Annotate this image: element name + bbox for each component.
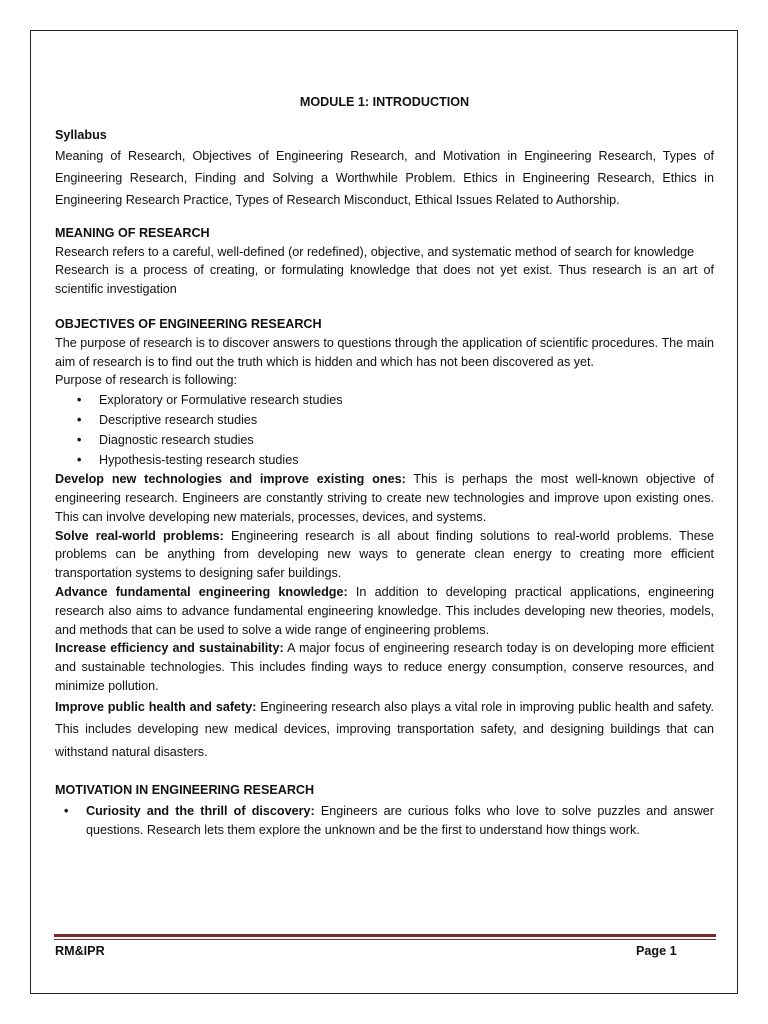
objective-text: Engineering research also plays a vital role in improving public health and safety. This includes developing new medical devices, improving transportation safety, and designing buildings that can withstand natural disasters.	[55, 699, 714, 759]
footer-rule	[54, 934, 716, 937]
objective-item	[55, 696, 714, 763]
objectives-heading: OBJECTIVES OF ENGINEERING RESEARCH	[55, 317, 322, 331]
objective-label: Advance fundamental engineering knowledge:	[55, 584, 348, 599]
syllabus-body: Meaning of Research, Objectives of Engineering Research, and Motivation in Engineering Research, Types of Engineering Research, Finding and Solving a Worthwhile Problem. Ethics in Engineering Research, Ethics in Engineering Research Practice, Types of Research Misconduct, Ethical Issues Related to Authorship.	[55, 148, 714, 208]
objective-label: Improve public health and safety:	[55, 699, 257, 714]
objective-item	[55, 583, 714, 639]
footer-page-number: Page 1	[636, 944, 677, 958]
objective-label: Increase efficiency and sustainability:	[55, 641, 284, 656]
objective-item	[55, 527, 714, 583]
objective-text: A major focus of engineering research today is on developing more efficient and sustainable technologies. This includes finding ways to reduce energy consumption, conserve resources, and minimize pollution.	[55, 641, 714, 693]
list-item	[86, 802, 714, 840]
motivation-label: Curiosity and the thrill of discovery:	[86, 803, 315, 818]
objective-text: Engineering research is all about finding solutions to real-world problems. These problems can be anything from developing new ways to generate clean energy to creating more efficient transportation systems to designing safer buildings.	[55, 528, 714, 581]
list-item: • Hypothesis-testing research studies	[99, 450, 714, 470]
motivation-list	[55, 802, 714, 840]
objective-label: Develop new technologies and improve existing ones:	[55, 472, 406, 487]
purpose-line: Purpose of research is following:	[55, 373, 238, 388]
objective-text: This is perhaps the most well-known objective of engineering research. Engineers are constantly striving to create new technologies and improve upon existing ones. This can involve developing new materials, processes, devices, and systems.	[55, 472, 714, 524]
objective-item	[55, 639, 714, 695]
motivation-heading: MOTIVATION IN ENGINEERING RESEARCH	[55, 782, 315, 797]
syllabus-heading: Syllabus	[55, 127, 107, 142]
document-content	[55, 93, 714, 839]
motivation-text: Engineers are curious folks who love to solve puzzles and answer questions. Research lets them explore the unknown and be the first to understand how things work.	[86, 803, 714, 837]
list-item: • Diagnostic research studies	[99, 430, 714, 450]
list-item: • Exploratory or Formulative research studies	[99, 390, 714, 410]
meaning-paragraph-1: Research refers to a careful, well-defined (or redefined), objective, and systematic method of search for knowledge	[55, 244, 695, 259]
objective-text: In addition to developing practical applications, engineering research also aims to advance fundamental engineering knowledge. This includes developing new theories, models, and methods that can be used to solve a wide range of engineering problems.	[55, 584, 715, 637]
objectives-intro: The purpose of research is to discover answers to questions through the application of scientific procedures. The main aim of research is to find out the truth which is hidden and which has not been discovered as yet.	[55, 335, 714, 369]
meaning-paragraph-2: Research is a process of creating, or formulating knowledge that does not yet exist. Thus research is an art of scientific investigation	[55, 263, 714, 297]
list-item: • Descriptive research studies	[99, 410, 714, 430]
objective-item	[55, 470, 714, 526]
module-title: MODULE 1: INTRODUCTION	[299, 95, 470, 109]
footer-rule-thin	[54, 939, 716, 940]
footer-course-code: RM&IPR	[55, 944, 105, 958]
meaning-heading: MEANING OF RESEARCH	[55, 225, 210, 240]
objective-label: Solve real-world problems:	[55, 528, 224, 543]
purpose-list	[55, 390, 714, 470]
